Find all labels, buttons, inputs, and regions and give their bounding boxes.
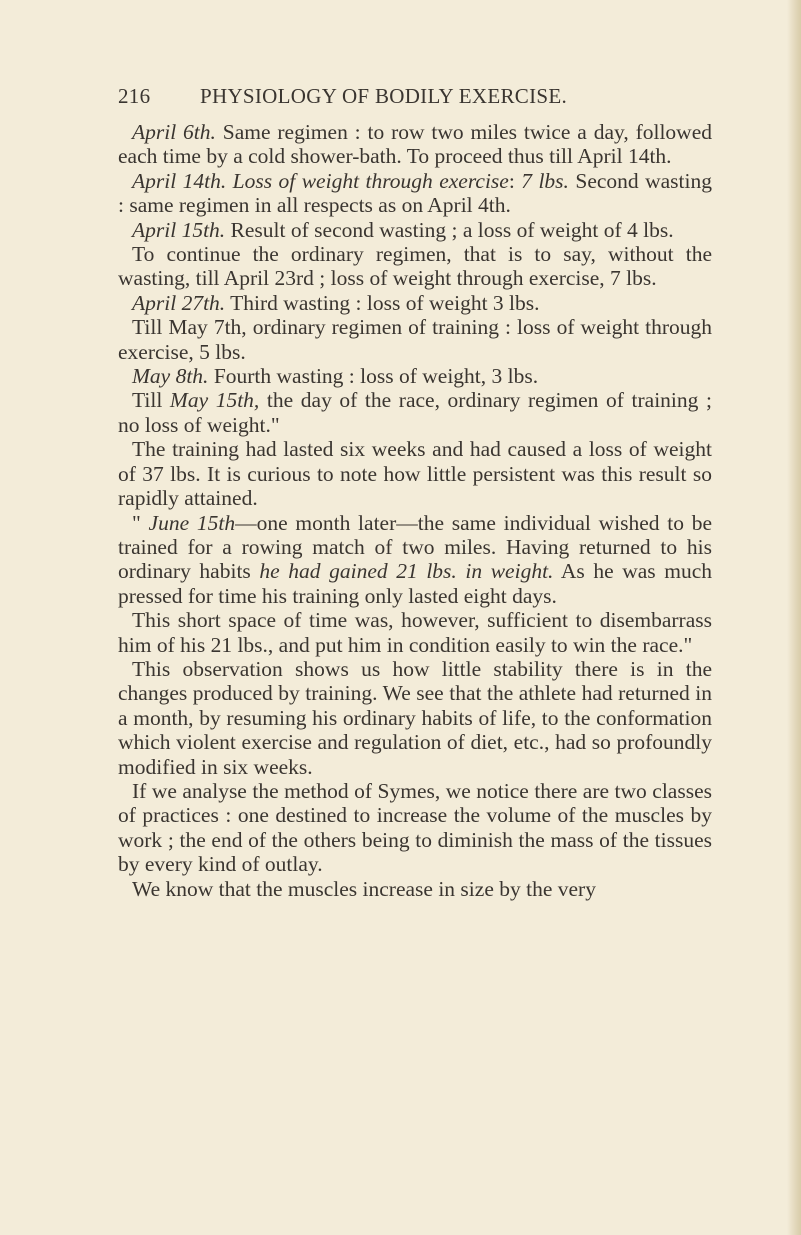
text-run: As he was much pressed for time his training only lasted eight days. bbox=[118, 559, 713, 608]
text-run: Same regimen : to row two miles twice a day, followed each time by a cold shower-bath. To proceed thus till April 14th. bbox=[118, 120, 712, 169]
text-run: To continue the ordinary regimen, that is to say, without the wasting, till April 23rd ; loss of weight through exercise, 7 lbs. bbox=[118, 242, 712, 291]
text-run: the day of the race, ordinary regimen of training ; no loss of weight." bbox=[118, 388, 712, 437]
paragraph bbox=[118, 315, 712, 364]
italic-run: he had gained 21 lbs. in weight. bbox=[259, 559, 554, 584]
paragraph bbox=[118, 608, 712, 657]
paragraph bbox=[118, 169, 712, 218]
paragraph bbox=[118, 388, 712, 437]
paragraph bbox=[118, 511, 712, 609]
running-head: PHYSIOLOGY OF BODILY EXERCISE. bbox=[200, 84, 568, 108]
text-run: We know that the muscles increase in size by the very bbox=[132, 876, 596, 901]
italic-run: May 15th, bbox=[169, 388, 260, 413]
paragraph bbox=[118, 242, 712, 291]
text-run: This short space of time was, however, sufficient to disembarrass him of his 21 lbs., and put him in condition easily to win the race." bbox=[118, 608, 712, 657]
italic-run: June 15th bbox=[148, 510, 236, 535]
paragraph bbox=[118, 364, 712, 388]
text-run: This observation shows us how little stability there is in the changes produced by training. We see that the athlete had returned in a month, by resuming his ordinary habits of life, to the conformation which violent exercise and regulation of diet, etc., had so profoundly modified in six weeks. bbox=[118, 656, 712, 779]
paragraph bbox=[118, 437, 712, 510]
italic-run: April 6th. bbox=[132, 120, 216, 144]
text-run: " bbox=[132, 510, 149, 535]
italic-run: May 8th. bbox=[132, 364, 209, 389]
paragraph bbox=[118, 218, 712, 242]
page-edge bbox=[787, 0, 801, 1235]
paragraph bbox=[118, 120, 712, 169]
text-run: If we analyse the method of Symes, we notice there are two classes of practices : one destined to increase the volume of the muscles by work ; the end of the others being to diminish the mass of the tissues by every kind of outlay. bbox=[118, 778, 712, 877]
italic-run: April 27th. bbox=[132, 290, 226, 315]
text-run: Till May 7th, ordinary regimen of training : loss of weight through exercise, 5 lbs. bbox=[118, 315, 712, 364]
paragraph bbox=[118, 779, 712, 877]
text-run: Third wasting : loss of weight 3 lbs. bbox=[225, 290, 540, 315]
text-run: Fourth wasting : loss of weight, 3 lbs. bbox=[208, 364, 539, 389]
italic-run: April 14th. Loss of weight through exercise bbox=[132, 168, 509, 193]
italic-run: April 15th. bbox=[132, 217, 226, 242]
text-run: The training had lasted six weeks and had caused a loss of weight of 37 lbs. It is curious to note how little persistent was this result so rapidly attained. bbox=[118, 437, 712, 511]
paragraph bbox=[118, 657, 712, 779]
body-text bbox=[118, 120, 712, 901]
text-run: Till bbox=[132, 388, 170, 413]
italic-run: 7 lbs. bbox=[521, 168, 569, 193]
text-run: —one month later—the same individual wished to be trained for a rowing match of two miles. Having returned to his ordinary habits bbox=[118, 510, 713, 584]
text-run: : bbox=[508, 168, 522, 193]
text-run: Second wasting : same regimen in all respects as on April 4th. bbox=[118, 168, 712, 218]
paragraph bbox=[118, 877, 712, 901]
text-run: Result of second wasting ; a loss of weight of 4 lbs. bbox=[225, 217, 674, 242]
paragraph bbox=[118, 291, 712, 315]
page-number: 216 bbox=[118, 84, 151, 108]
